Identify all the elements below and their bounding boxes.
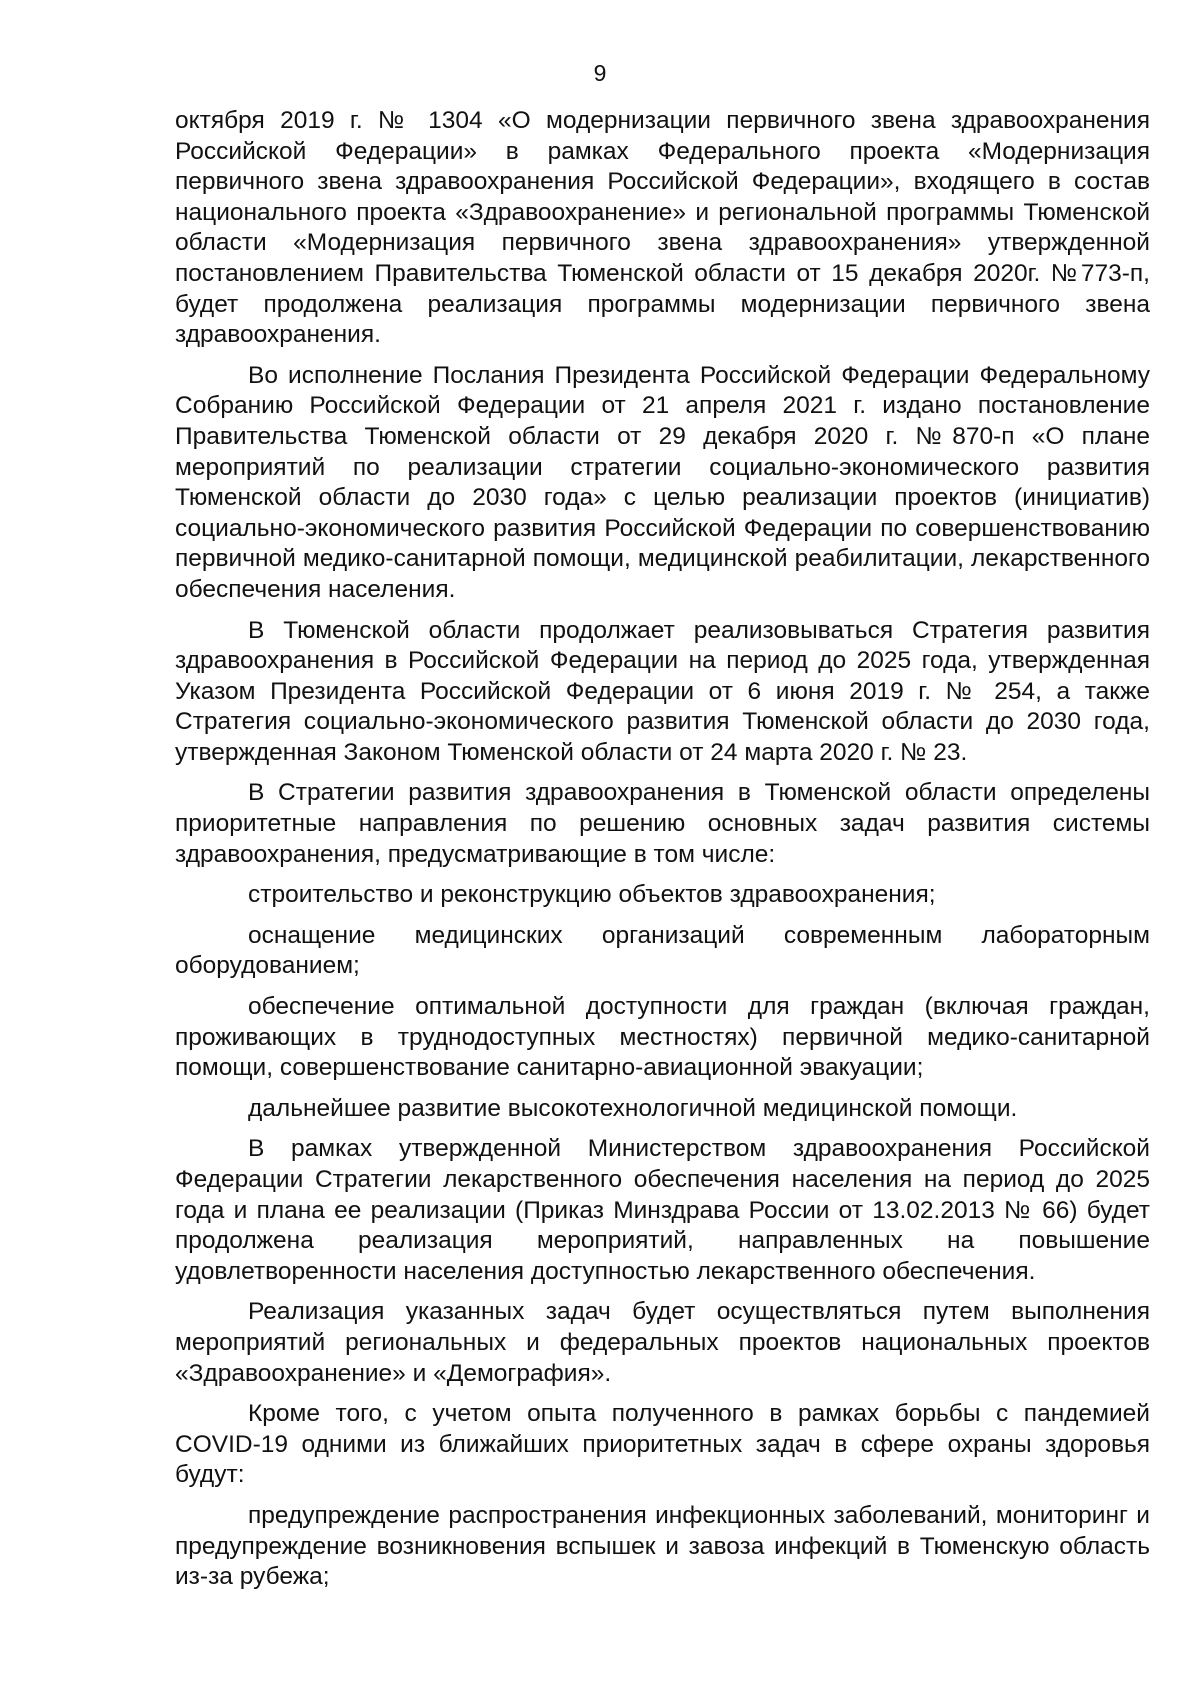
paragraph-4: В Стратегии развития здравоохранения в Тюменской области определены приоритетные направления по решению основных задач развития системы здравоохранения, предусматривающие в том числе: [175,779,1150,868]
list-item-infection-prevention: предупреждение распространения инфекционных заболеваний, мониторинг и предупреждение возникновения вспышек и завоза инфекций в Тюменскую область из-за рубежа; [175,1501,1150,1591]
list-item-construction: строительство и реконструкцию объектов здравоохранения; [248,881,936,909]
document-body [175,106,1150,1603]
page-number: 9 [593,60,607,86]
list-item-equipment: оснащение медицинских организаций современным лабораторным оборудованием; [175,921,1150,980]
paragraph-6: Реализация указанных задач будет осуществляться путем выполнения мероприятий региональных и федеральных проектов национальных проектов «Здравоохранение» и «Демография». [175,1298,1150,1387]
list-item-high-tech-care: дальнейшее развитие высокотехнологичной медицинской помощи. [248,1094,1018,1122]
paragraph-5: В рамках утвержденной Министерством здравоохранения Российской Федерации Стратегии лекарственного обеспечения населения на период до 2025 года и плана ее реализации (Приказ Минздрава России от 13.02.2013 № 66) будет продолжена реализация мероприятий, направленных на повышение удовлетворенности населения доступностью лекарственного обеспечения. [175,1135,1150,1285]
paragraph-7: Кроме того, с учетом опыта полученного в рамках борьбы с пандемией COVID-19 одними из ближайших приоритетных задач в сфере охраны здоровья будут: [175,1400,1150,1489]
list-item-accessibility: обеспечение оптимальной доступности для граждан (включая граждан, проживающих в труднодоступных местностях) первичной медико-санитарной помощи, совершенствование санитарно-авиационной эвакуации; [175,993,1150,1082]
paragraph-1: октября 2019 г. № 1304 «О модернизации первичного звена здравоохранения Российской Федерации» в рамках Федерального проекта «Модернизация первичного звена здравоохранения Российской Федерации», входящего в состав национального проекта «Здравоохранение» и региональной программы Тюменской области «Модернизация первичного звена здравоохранения» утвержденной постановлением Правительства Тюменской области от 15 декабря 2020г. №773-п, будет продолжена реализация программы модернизации первичного звена здравоохранения. [175,107,1150,349]
paragraph-2: Во исполнение Послания Президента Российской Федерации Федеральному Собранию Российской Федерации от 21 апреля 2021 г. издано постановление Правительства Тюменской области от 29 декабря 2020 г. №870-п «О плане мероприятий по реализации стратегии социально-экономического развития Тюменской области до 2030 года» с целью реализации проектов (инициатив) социально-экономического развития Российской Федерации по совершенствованию первичной медико-санитарной помощи, медицинской реабилитации, лекарственного обеспечения населения. [175,361,1150,603]
paragraph-3: В Тюменской области продолжает реализовываться Стратегия развития здравоохранения в Российской Федерации на период до 2025 года, утвержденная Указом Президента Российской Федерации от 6 июня 2019 г. № 254, а также Стратегия социально-экономического развития Тюменской области до 2030 года, утвержденная Законом Тюменской области от 24 марта 2020 г. № 23. [175,616,1150,766]
